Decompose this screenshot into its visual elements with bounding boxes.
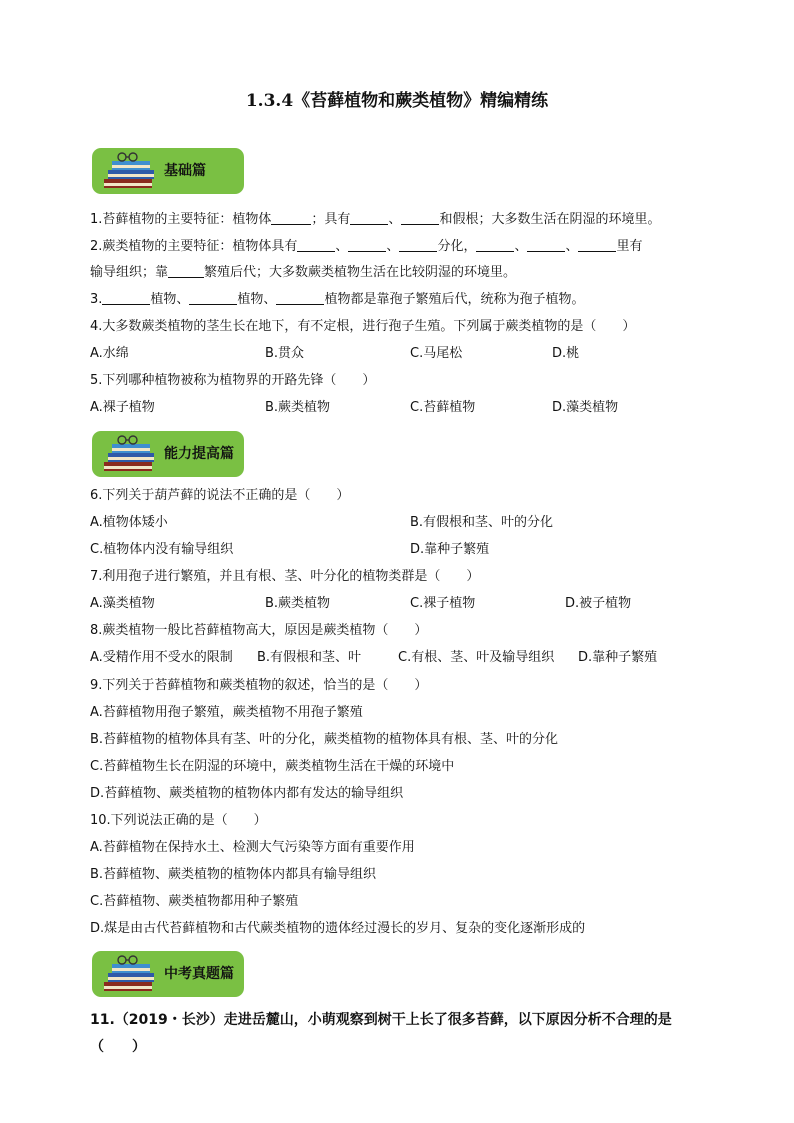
blank[interactable]: [348, 237, 386, 252]
question-10-stem: 10.下列说法正确的是（ ）: [90, 813, 267, 828]
question-1: 1.苔藓植物的主要特征：植物体 ；具有 、 和假根；大多数生活在阴湿的环境里。: [90, 212, 661, 227]
option[interactable]: A.水绵: [90, 346, 129, 361]
option[interactable]: D.藻类植物: [552, 400, 619, 415]
blank[interactable]: [527, 237, 565, 252]
blank[interactable]: [350, 210, 388, 225]
blank[interactable]: [271, 210, 311, 225]
option[interactable]: A.藻类植物: [90, 596, 155, 611]
section-badge-basic: [92, 148, 244, 194]
blank[interactable]: [189, 290, 237, 305]
section-badge-exam: [92, 951, 244, 997]
question-7-stem: 7.利用孢子进行繁殖，并且有根、茎、叶分化的植物类群是（ ）: [90, 569, 480, 584]
blank[interactable]: [399, 237, 437, 252]
option[interactable]: C.植物体内没有输导组织: [90, 542, 234, 557]
option[interactable]: C.苔藓植物生长在阴湿的环境中，蕨类植物生活在干燥的环境中: [90, 759, 455, 774]
page-title: 1.3.4《苔藓植物和蕨类植物》精编精练: [245, 91, 549, 111]
blank[interactable]: [168, 263, 204, 278]
blank[interactable]: [276, 290, 324, 305]
books-icon: [98, 433, 160, 477]
question-8-stem: 8.蕨类植物一般比苔藓植物高大，原因是蕨类植物（ ）: [90, 623, 428, 638]
option[interactable]: C.有根、茎、叶及输导组织: [398, 650, 555, 665]
option[interactable]: C.苔藓植物、蕨类植物都用种子繁殖: [90, 894, 299, 909]
option[interactable]: B.贯众: [265, 346, 305, 361]
option[interactable]: D.煤是由古代苔藓植物和古代蕨类植物的遗体经过漫长的岁月、复杂的变化逐渐形成的: [90, 921, 586, 936]
glasses-icon: [118, 153, 137, 161]
option[interactable]: B.苔藓植物的植物体具有茎、叶的分化，蕨类植物的植物体具有根、茎、叶的分化: [90, 732, 559, 747]
option[interactable]: C.马尾松: [410, 346, 463, 361]
option[interactable]: B.苔藓植物、蕨类植物的植物体内都具有输导组织: [90, 867, 377, 882]
option[interactable]: B.有假根和茎、叶: [257, 650, 362, 665]
option[interactable]: D.桃: [552, 346, 580, 361]
option[interactable]: D.靠种子繁殖: [410, 542, 490, 557]
option[interactable]: A.苔藓植物在保持水土、检测大气污染等方面有重要作用: [90, 840, 415, 855]
question-5-stem: 5.下列哪种植物被称为植物界的开路先锋（ ）: [90, 373, 376, 388]
option[interactable]: A.受精作用不受水的限制: [90, 650, 233, 665]
option[interactable]: D.靠种子繁殖: [578, 650, 658, 665]
option[interactable]: B.有假根和茎、叶的分化: [410, 515, 554, 530]
glasses-icon: [118, 956, 137, 964]
glasses-icon: [118, 436, 137, 444]
question-2: 2.蕨类植物的主要特征：植物体具有 、 、 分化， 、 、 里有: [90, 239, 643, 254]
option[interactable]: C.裸子植物: [410, 596, 476, 611]
question-9-stem: 9.下列关于苔藓植物和蕨类植物的叙述，恰当的是（ ）: [90, 678, 428, 693]
question-4-stem: 4.大多数蕨类植物的茎生长在地下，有不定根，进行孢子生殖。下列属于蕨类植物的是（ ）: [90, 319, 636, 334]
question-6-stem: 6.下列关于葫芦藓的说法不正确的是（ ）: [90, 488, 350, 503]
blank[interactable]: [297, 237, 335, 252]
blank[interactable]: [578, 237, 616, 252]
section-label-exam: 中考真题篇: [164, 966, 234, 982]
question-3: 3. 植物、 植物、 植物都是靠孢子繁殖后代，统称为孢子植物。: [90, 292, 585, 307]
option[interactable]: D.苔藓植物、蕨类植物的植物体内都有发达的输导组织: [90, 786, 404, 801]
blank[interactable]: [102, 290, 150, 305]
option[interactable]: A.苔藓植物用孢子繁殖，蕨类植物不用孢子繁殖: [90, 705, 363, 720]
option[interactable]: A.裸子植物: [90, 400, 155, 415]
option[interactable]: A.植物体矮小: [90, 515, 168, 530]
option[interactable]: D.被子植物: [565, 596, 632, 611]
option[interactable]: B.蕨类植物: [265, 400, 331, 415]
section-label-advanced: 能力提高篇: [164, 446, 234, 462]
option[interactable]: B.蕨类植物: [265, 596, 331, 611]
question-11-stem-line-2: （ ）: [90, 1039, 146, 1055]
books-icon: [98, 953, 160, 997]
section-badge-advanced: [92, 431, 244, 477]
blank[interactable]: [476, 237, 514, 252]
question-11-stem: 11.（2019・长沙）走进岳麓山，小萌观察到树干上长了很多苔藓，以下原因分析不合理的是: [90, 1012, 672, 1028]
section-label-basic: 基础篇: [164, 163, 206, 179]
books-icon: [98, 150, 160, 194]
option[interactable]: C.苔藓植物: [410, 400, 476, 415]
blank[interactable]: [401, 210, 439, 225]
question-2-line-2: 输导组织；靠 繁殖后代；大多数蕨类植物生活在比较阴湿的环境里。: [90, 265, 517, 280]
